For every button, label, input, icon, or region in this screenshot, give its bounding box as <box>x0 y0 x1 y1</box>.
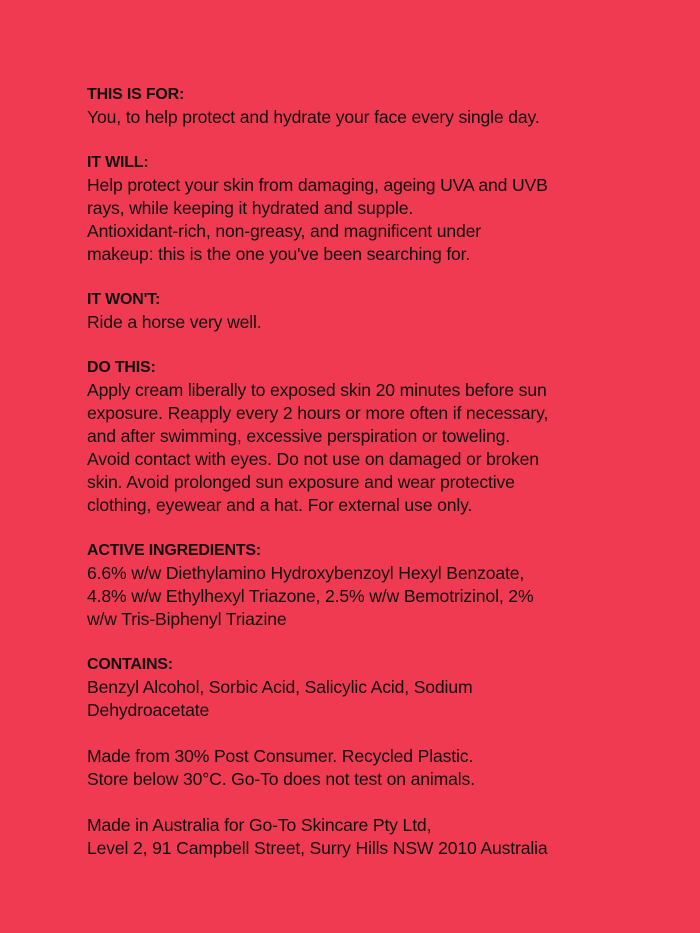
body-line: Ride a horse very well. <box>87 312 262 332</box>
body-line: Made from 30% Post Consumer. Recycled Plastic. <box>87 746 474 766</box>
body-line: skin. Avoid prolonged sun exposure and wear protective <box>87 472 515 492</box>
body-line: Avoid contact with eyes. Do not use on damaged or broken <box>87 449 539 469</box>
section-body <box>87 676 660 722</box>
section-heading: THIS IS FOR: <box>87 86 185 103</box>
body-line: You, to help protect and hydrate your face every single day. <box>87 107 540 127</box>
section-heading: IT WILL: <box>87 154 149 171</box>
section-active-ingredients <box>87 540 660 631</box>
section-body <box>87 311 660 334</box>
body-line: rays, while keeping it hydrated and supple. <box>87 198 414 218</box>
body-line: 4.8% w/w Ethylhexyl Triazone, 2.5% w/w Bemotrizinol, 2% <box>87 586 534 606</box>
body-line: Antioxidant-rich, non-greasy, and magnificent under <box>87 221 481 241</box>
section-do-this <box>87 357 660 517</box>
section-it-will <box>87 152 660 266</box>
body-line: 6.6% w/w Diethylamino Hydroxybenzoyl Hexyl Benzoate, <box>87 563 525 583</box>
section-body <box>87 106 660 129</box>
body-line: w/w Tris-Biphenyl Triazine <box>87 609 287 629</box>
section-body <box>87 814 660 860</box>
section-this-is-for <box>87 84 660 129</box>
body-line: Help protect your skin from damaging, ageing UVA and UVB <box>87 175 548 195</box>
section-heading: DO THIS: <box>87 359 156 376</box>
body-line: Dehydroacetate <box>87 700 210 720</box>
section-it-wont <box>87 289 660 334</box>
section-body <box>87 379 660 517</box>
body-line: exposure. Reapply every 2 hours or more often if necessary, <box>87 403 549 423</box>
section-body <box>87 174 660 266</box>
body-line: Made in Australia for Go-To Skincare Pty Ltd, <box>87 815 432 835</box>
section-recycling-storage <box>87 745 660 791</box>
section-heading: CONTAINS: <box>87 656 173 673</box>
body-line: Level 2, 91 Campbell Street, Surry Hills NSW 2010 Australia <box>87 838 548 858</box>
body-line: clothing, eyewear and a hat. For external use only. <box>87 495 473 515</box>
body-line: Benzyl Alcohol, Sorbic Acid, Salicylic Acid, Sodium <box>87 677 473 697</box>
section-body <box>87 745 660 791</box>
body-line: makeup: this is the one you've been searching for. <box>87 244 471 264</box>
section-heading: ACTIVE INGREDIENTS: <box>87 542 261 559</box>
section-contains <box>87 654 660 722</box>
section-manufacturer-address <box>87 814 660 860</box>
body-line: Apply cream liberally to exposed skin 20 minutes before sun <box>87 380 547 400</box>
body-line: Store below 30°C. Go-To does not test on animals. <box>87 769 475 789</box>
body-line: and after swimming, excessive perspiration or toweling. <box>87 426 510 446</box>
section-body <box>87 562 660 631</box>
section-heading: IT WON'T: <box>87 291 161 308</box>
